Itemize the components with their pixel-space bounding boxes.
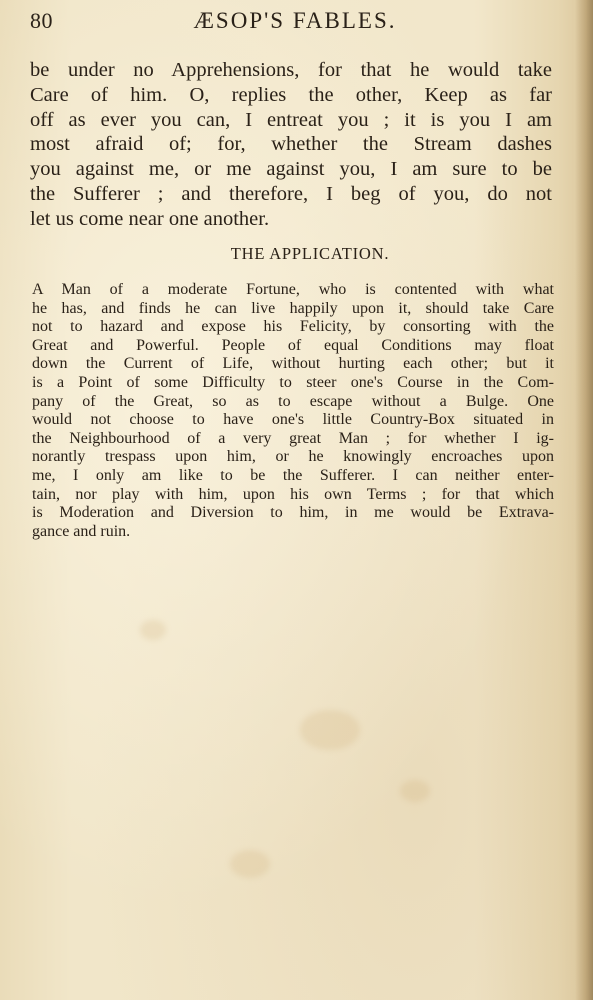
paper-stain xyxy=(230,850,270,878)
application-line: gance and ruin. xyxy=(32,522,131,540)
paper-stain xyxy=(400,780,430,802)
application-line: norantly trespass upon him, or he knowingly encroaches upon xyxy=(32,448,554,466)
application-line: down the Current of Life, without hurting each other; but it xyxy=(32,355,554,373)
page-gutter-shadow xyxy=(575,0,593,1000)
fable-line: you against me, or me against you, I am sure to be xyxy=(30,158,552,181)
application-line: the Neighbourhood of a very great Man ; for whether I ig- xyxy=(32,429,554,447)
paper-stain xyxy=(140,620,166,640)
fable-line: let us come near one another. xyxy=(30,207,270,230)
running-head: ÆSOP'S FABLES. xyxy=(193,8,397,33)
application-line: he has, and finds he can live happily upon it, should take Care xyxy=(32,299,554,317)
application-line: not to hazard and expose his Felicity, by consorting with the xyxy=(32,318,554,336)
fable-line: Care of him. O, replies the other, Keep as far xyxy=(30,83,552,106)
page-number: 80 xyxy=(30,8,53,33)
fable-paragraph xyxy=(30,58,552,232)
application-line: would not choose to have one's little Country-Box situated in xyxy=(32,411,554,429)
fable-line: the Sufferer ; and therefore, I beg of you, do not xyxy=(30,182,552,205)
application-line: is Moderation and Diversion to him, in me would be Extrava- xyxy=(32,504,554,522)
application-line: pany of the Great, so as to escape without a Bulge. One xyxy=(32,392,554,410)
paper-stain xyxy=(300,710,360,750)
fable-line: off as ever you can, I entreat you ; it is you I am xyxy=(30,108,552,131)
application-line: is a Point of some Difficulty to steer one's Course in the Com- xyxy=(32,373,554,391)
application-line: Great and Powerful. People of equal Conditions may float xyxy=(32,336,554,354)
application-paragraph xyxy=(32,281,554,541)
fable-line: be under no Apprehensions, for that he would take xyxy=(30,59,552,81)
page-header xyxy=(30,8,560,40)
application-line: me, I only am like to be the Sufferer. I can neither enter- xyxy=(32,466,554,484)
application-line: A Man of a moderate Fortune, who is contented with what xyxy=(32,281,554,298)
fable-line: most afraid of; for, whether the Stream dashes xyxy=(30,133,552,156)
section-heading: THE APPLICATION. xyxy=(230,244,390,263)
application-line: tain, nor play with him, upon his own Terms ; for that which xyxy=(32,485,554,503)
